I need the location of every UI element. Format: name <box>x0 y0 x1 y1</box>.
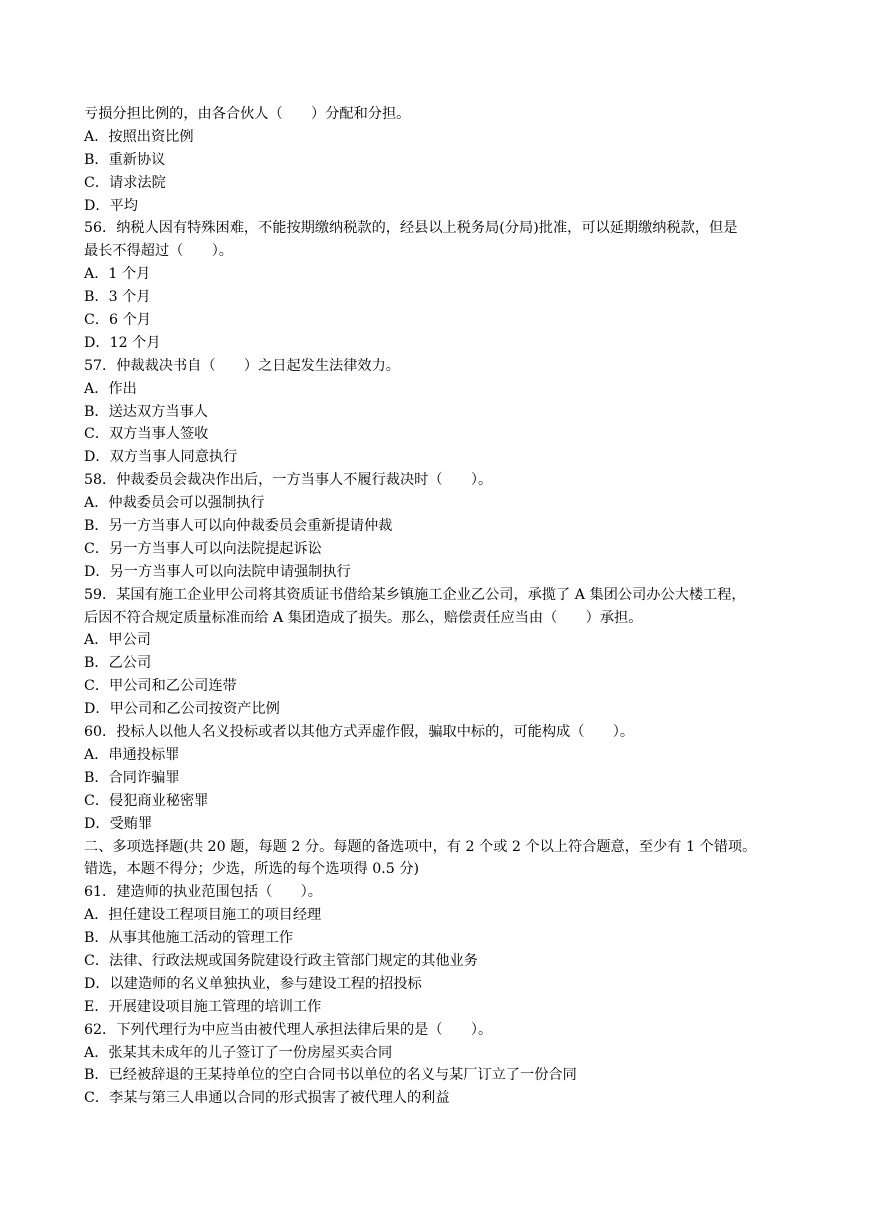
option-line: A．作出 <box>84 380 137 397</box>
option-line: A．张某其未成年的儿子签订了一份房屋买卖合同 <box>84 1044 393 1061</box>
option-line: E．开展建设项目施工管理的培训工作 <box>84 998 322 1015</box>
option-line: C．6 个月 <box>84 312 151 329</box>
option-line: B．已经被辞退的王某持单位的空白合同书以单位的名义与某厂订立了一份合同 <box>84 1067 577 1084</box>
question-62: 62．下列代理行为中应当由被代理人承担法律后果的是（ ）。 <box>84 1021 493 1038</box>
option-line: C．甲公司和乙公司连带 <box>84 678 237 695</box>
option-line: B．乙公司 <box>84 655 152 672</box>
section-heading-multiple-choice: 二、多项选择题(共 20 题，每题 2 分。每题的备选项中，有 2 个或 2 个以上符合题意，至少有 1 个错项。 <box>84 838 757 855</box>
option-line: A．1 个月 <box>84 266 151 283</box>
option-line: B．重新协议 <box>84 151 166 168</box>
option-line: A．担任建设工程项目施工的项目经理 <box>84 907 322 924</box>
option-line: D．受贿罪 <box>84 815 153 832</box>
option-line: D．甲公司和乙公司按资产比例 <box>84 701 280 718</box>
option-line: B．送达双方当事人 <box>84 403 208 420</box>
option-line: C．另一方当事人可以向法院提起诉讼 <box>84 540 322 557</box>
option-line: C．双方当事人签收 <box>84 426 209 443</box>
option-line: D．以建造师的名义单独执业，参与建设工程的招投标 <box>84 975 422 992</box>
option-line: D．12 个月 <box>84 334 161 351</box>
option-line: D．双方当事人同意执行 <box>84 449 238 466</box>
section-heading-cont: 错选，本题不得分；少选，所选的每个选项得 0.5 分) <box>84 861 420 878</box>
question-56: 56．纳税人因有特殊困难，不能按期缴纳税款的，经县以上税务局(分局)批准，可以延期缴纳税款，但是 <box>84 220 738 237</box>
option-line: C．法律、行政法规或国务院建设行政主管部门规定的其他业务 <box>84 952 478 969</box>
option-line: A．甲公司 <box>84 632 151 649</box>
question-59-cont: 后因不符合规定质量标准而给 A 集团造成了损失。那么，赔偿责任应当由（ ）承担。 <box>84 609 643 626</box>
option-line: C．李某与第三人串通以合同的形式损害了被代理人的利益 <box>84 1090 450 1107</box>
document-page <box>84 103 794 1110</box>
question-56-cont: 最长不得超过（ ）。 <box>84 243 233 260</box>
question-59: 59．某国有施工企业甲公司将其资质证书借给某乡镇施工企业乙公司，承揽了 A 集团公司办公大楼工程， <box>84 586 746 603</box>
question-57: 57．仲裁裁决书自（ ）之日起发生法律效力。 <box>84 357 400 374</box>
option-line: C．请求法院 <box>84 174 166 191</box>
option-line: B．合同诈骗罪 <box>84 769 180 786</box>
option-line: C．侵犯商业秘密罪 <box>84 792 209 809</box>
question-61: 61．建造师的执业范围包括（ ）。 <box>84 884 322 901</box>
option-line: B．从事其他施工活动的管理工作 <box>84 930 294 947</box>
question-60: 60．投标人以他人名义投标或者以其他方式弄虚作假，骗取中标的，可能构成（ ）。 <box>84 724 635 741</box>
option-line: D．另一方当事人可以向法院申请强制执行 <box>84 563 351 580</box>
option-line: B．3 个月 <box>84 289 151 306</box>
text-line: 亏损分担比例的，由各合伙人（ ）分配和分担。 <box>84 106 411 122</box>
question-58: 58．仲裁委员会裁决作出后，一方当事人不履行裁决时（ ）。 <box>84 472 493 489</box>
option-line: A．按照出资比例 <box>84 128 194 145</box>
option-line: D．平均 <box>84 197 138 214</box>
option-line: A．串通投标罪 <box>84 746 180 763</box>
option-line: A．仲裁委员会可以强制执行 <box>84 495 265 512</box>
option-line: B．另一方当事人可以向仲裁委员会重新提请仲裁 <box>84 518 393 535</box>
